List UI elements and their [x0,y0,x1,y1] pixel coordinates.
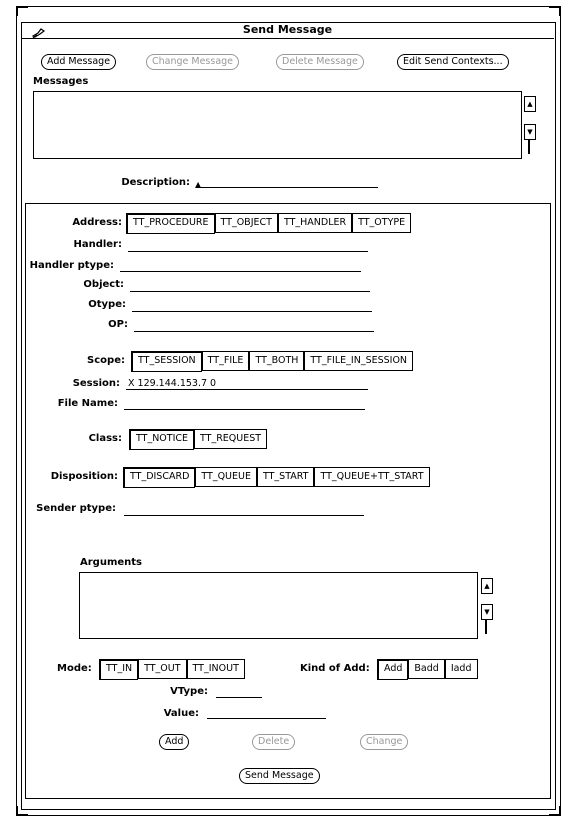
add-message-button[interactable]: Add Message [41,54,116,70]
disposition-option-discard[interactable]: TT_DISCARD [123,467,195,488]
session-field[interactable] [126,389,368,390]
delete-argument-button[interactable]: Delete [252,734,295,750]
pushpin-icon[interactable] [32,27,46,42]
scope-option-file[interactable]: TT_FILE [202,351,250,371]
kind-of-add-option-iadd[interactable]: Iadd [445,659,478,679]
value-field[interactable] [207,718,326,719]
kind-of-add-label: Kind of Add: [300,663,370,674]
scope-selector[interactable] [131,351,413,372]
change-argument-button[interactable]: Change [360,734,408,750]
add-argument-button[interactable]: Add [159,734,189,750]
scope-option-both[interactable]: TT_BOTH [249,351,304,371]
messages-label: Messages [33,76,89,87]
address-option-otype[interactable]: TT_OTYPE [352,213,411,233]
messages-list[interactable] [33,91,522,159]
resize-corner-tl[interactable] [16,6,28,16]
op-field[interactable] [134,331,374,332]
description-label: Description: [121,177,190,188]
mode-option-out[interactable]: TT_OUT [138,659,186,679]
address-selector[interactable] [126,213,411,234]
scroll-up-icon[interactable]: ▲ [481,578,493,594]
kind-of-add-option-badd[interactable]: Badd [408,659,444,679]
op-label: OP: [108,319,128,330]
disposition-selector[interactable] [123,467,430,488]
scroll-anchor-icon [528,140,530,154]
address-label: Address: [72,217,122,228]
disposition-label: Disposition: [50,471,118,482]
arguments-label: Arguments [80,557,143,568]
otype-label: Otype: [88,299,126,310]
handler-ptype-label: Handler ptype: [29,260,114,271]
scroll-down-icon[interactable]: ▼ [481,604,493,620]
object-field[interactable] [130,291,370,292]
resize-corner-tr[interactable] [549,6,561,16]
session-value: X 129.144.153.7 0 [128,378,217,389]
mode-selector[interactable] [99,659,245,680]
value-label: Value: [163,708,199,719]
otype-field[interactable] [132,311,372,312]
mode-option-inout[interactable]: TT_INOUT [187,659,245,679]
class-selector[interactable] [129,429,267,450]
mode-option-in[interactable]: TT_IN [99,659,138,680]
message-panel [25,203,551,799]
disposition-option-queue[interactable]: TT_QUEUE [195,467,257,487]
object-label: Object: [83,279,124,290]
resize-corner-br[interactable] [549,806,561,816]
address-option-object[interactable]: TT_OBJECT [215,213,278,233]
scroll-anchor-icon [485,620,487,634]
scope-option-session[interactable]: TT_SESSION [131,351,202,372]
disposition-option-start[interactable]: TT_START [257,467,315,487]
address-option-procedure[interactable]: TT_PROCEDURE [126,213,215,234]
handler-ptype-field[interactable] [120,271,361,272]
mode-label: Mode: [57,663,92,674]
session-label: Session: [72,378,120,389]
handler-label: Handler: [73,239,122,250]
class-option-request[interactable]: TT_REQUEST [194,429,267,449]
kind-of-add-selector[interactable] [377,659,478,680]
scope-option-file-in-session[interactable]: TT_FILE_IN_SESSION [304,351,413,371]
title-divider [21,38,554,39]
scope-label: Scope: [87,355,125,366]
caret-icon: ▲ [195,180,202,189]
file-name-label: File Name: [57,398,118,409]
description-field[interactable] [200,187,378,188]
file-name-field[interactable] [124,409,365,410]
scroll-up-icon[interactable]: ▲ [524,96,536,112]
arguments-scrollbar[interactable] [481,578,491,634]
messages-scrollbar[interactable] [524,96,534,154]
scroll-down-icon[interactable]: ▼ [524,124,536,140]
change-message-button[interactable]: Change Message [146,54,239,70]
class-option-notice[interactable]: TT_NOTICE [129,429,194,450]
class-label: Class: [88,433,122,444]
window-title: Send Message [242,23,333,36]
delete-message-button[interactable]: Delete Message [276,54,364,70]
edit-send-contexts-button[interactable]: Edit Send Contexts... [397,54,509,70]
vtype-label: VType: [170,686,208,697]
disposition-option-queue-start[interactable]: TT_QUEUE+TT_START [314,467,429,487]
sender-ptype-label: Sender ptype: [36,503,116,514]
kind-of-add-option-add[interactable]: Add [377,659,408,680]
vtype-field[interactable] [216,697,262,698]
handler-field[interactable] [128,251,368,252]
sender-ptype-field[interactable] [124,515,364,516]
resize-corner-bl[interactable] [16,806,28,816]
arguments-list[interactable] [79,572,478,639]
address-option-handler[interactable]: TT_HANDLER [278,213,352,233]
send-message-button[interactable]: Send Message [239,768,320,784]
